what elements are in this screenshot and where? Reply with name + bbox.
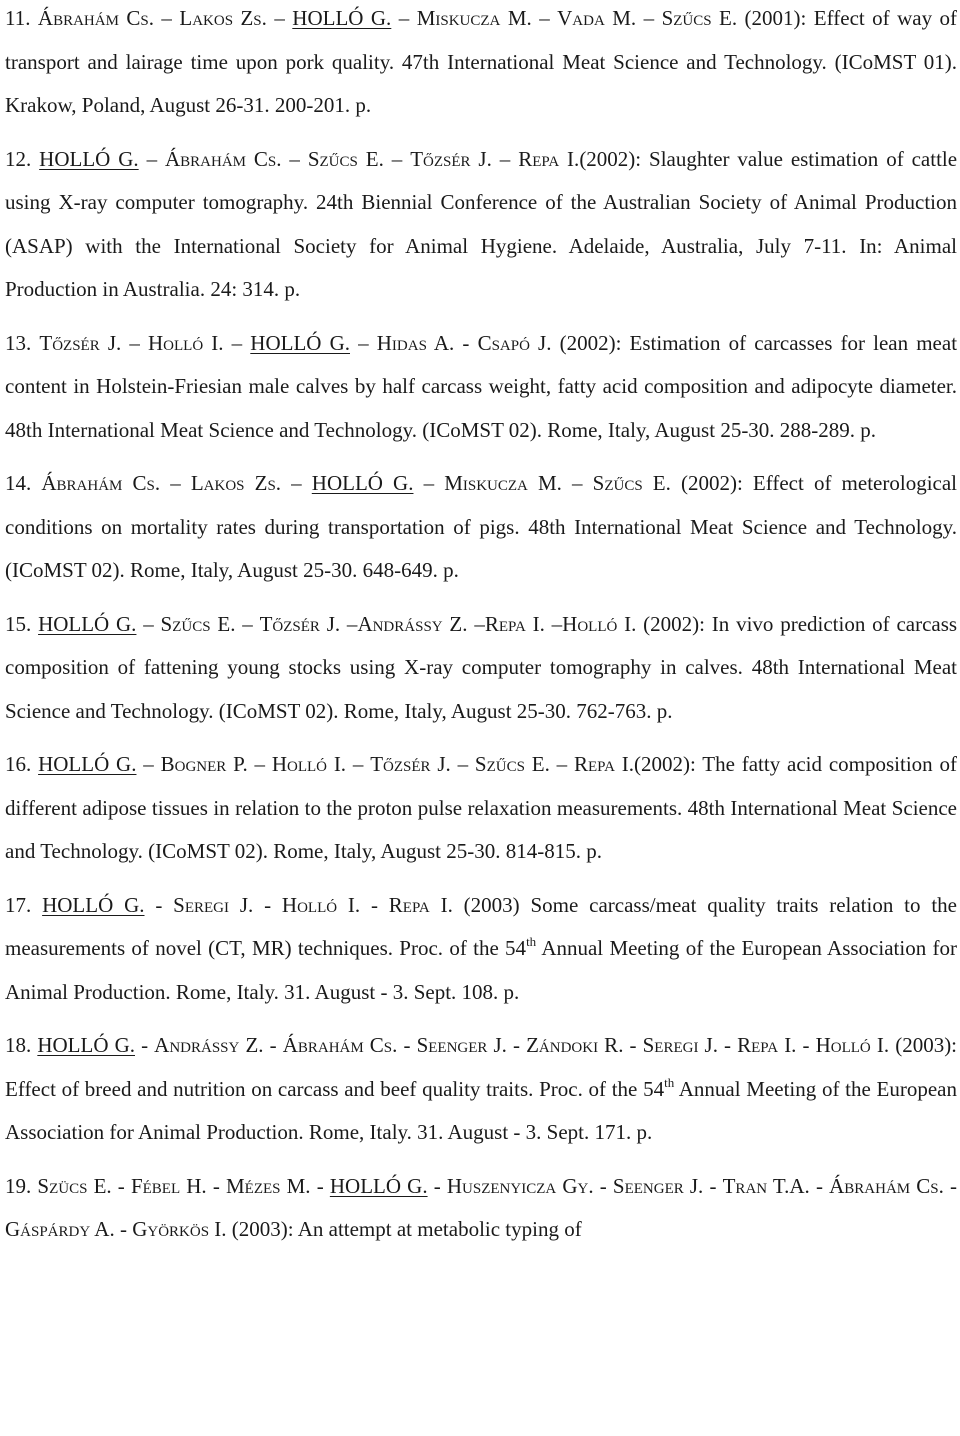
author-name: Seenger J. xyxy=(612,1173,704,1198)
author-name: Holló I. xyxy=(148,330,224,355)
author-highlight: HOLLÓ G. xyxy=(292,6,392,30)
reference-text: Annual Meeting of the European Association for Animal Production. Rome, Italy. 31. August - 3. Sept. 171. p. xyxy=(5,1076,957,1144)
reference-text: (2003): An attempt at metabolic typing of xyxy=(226,1217,582,1241)
reference-text: – xyxy=(346,752,371,776)
author-highlight: HOLLÓ G. xyxy=(39,146,139,171)
reference-text: - xyxy=(144,892,174,917)
reference-text: - xyxy=(506,1033,527,1057)
reference-text: Annual Meeting of the European Association for Animal Production. Rome, Italy. 31. August - 3. Sept. 108. p. xyxy=(5,936,957,1004)
author-name: Tran T.A. xyxy=(722,1173,810,1198)
reference-text: – xyxy=(549,752,574,776)
reference-text: – xyxy=(544,611,563,636)
reference-text: – xyxy=(223,330,251,355)
author-name: Miskucza M. xyxy=(416,6,532,30)
reference-entry xyxy=(5,743,957,874)
reference-text: 11. xyxy=(5,6,38,30)
reference-text: (2001): Effect of way of transport and lairage time upon pork quality. 47th International Meat Science and Technology. (ICoMST 01). Krakow, Poland, August 26-31. 200-201. p. xyxy=(5,6,958,117)
author-name: Lakos Zs. xyxy=(179,6,267,30)
author-name: Holló I. xyxy=(281,892,361,917)
reference-entry xyxy=(5,322,957,453)
reference-text: - xyxy=(310,1173,330,1198)
author-name: Andrássy Z. xyxy=(154,1033,264,1057)
author-name: Zándoki R. xyxy=(526,1033,624,1057)
author-name: Repa I. xyxy=(573,752,635,776)
author-name: Tőzsér J. xyxy=(370,752,451,776)
author-name: Gáspárdy A. xyxy=(5,1217,115,1241)
author-name: Seregi J. xyxy=(173,892,254,917)
reference-text: 16. xyxy=(5,752,39,776)
reference-list xyxy=(5,0,957,1262)
reference-text: – xyxy=(136,752,161,776)
reference-text: – xyxy=(531,6,558,30)
reference-text: - xyxy=(253,892,282,917)
author-name: Repa I. xyxy=(388,892,453,917)
author-name: Szűcs E. xyxy=(474,752,550,776)
author-name: Szűcs E. xyxy=(592,471,671,495)
author-name: Seregi J. xyxy=(642,1033,718,1057)
author-highlight: HOLLÓ G. xyxy=(311,471,414,495)
reference-text: (2002): Estimation of carcasses for lean meat content in Holstein-Friesian male calves by half carcass weight, fatty acid composition and adipocyte diameter. 48th International Meat Science and Technology. (ICoMST 02). Rome, Italy, August 25-30. 288-289. p. xyxy=(5,330,958,442)
reference-text: – xyxy=(561,471,593,495)
author-name: Csapó J. xyxy=(477,330,552,355)
author-highlight: HOLLÓ G. xyxy=(250,330,350,355)
reference-text: (2002): The fatty acid composition of different adipose tissues in relation to the proton pulse relaxation measurements. 48th International Meat Science and Technology. (ICoMST 02). Rome, Italy, August 25-30. 814-815. p. xyxy=(5,752,957,863)
reference-text: – xyxy=(636,6,662,30)
reference-text: – xyxy=(383,146,411,171)
author-name: Szűcs E. xyxy=(661,6,738,30)
author-name: Tőzsér J. xyxy=(410,146,492,171)
reference-text: – xyxy=(413,471,445,495)
reference-text: 18. xyxy=(5,1033,38,1057)
reference-text: – xyxy=(138,146,165,171)
ordinal-suffix: th xyxy=(526,934,537,949)
reference-text: – xyxy=(247,752,272,776)
reference-text: – xyxy=(391,6,417,30)
author-name: Repa I. xyxy=(518,146,580,171)
reference-text: – xyxy=(281,146,308,171)
reference-text: - xyxy=(943,1173,958,1198)
reference-text: - xyxy=(397,1033,417,1057)
reference-text: - xyxy=(206,1173,226,1198)
reference-text: (2002): In vivo prediction of carcass composition of fattening young stocks using X-ray computer tomography in calves. 48th International Meat Science and Technology. (ICoMST 02). Rome, Italy, August 25-30. 762-763. p. xyxy=(5,611,958,723)
reference-text: – xyxy=(235,611,260,636)
author-name: Györkös I. xyxy=(132,1217,227,1241)
reference-text: – xyxy=(450,752,475,776)
reference-entry xyxy=(5,1165,957,1252)
reference-text: 19. xyxy=(5,1173,38,1198)
reference-text: – xyxy=(136,611,161,636)
reference-text: - xyxy=(263,1033,283,1057)
reference-text: 15. xyxy=(5,611,39,636)
reference-entry xyxy=(5,462,957,593)
author-name: Fébel H. xyxy=(130,1173,207,1198)
reference-text: - xyxy=(111,1173,131,1198)
reference-text: – xyxy=(160,471,191,495)
reference-text: - xyxy=(623,1033,643,1057)
author-name: Mézes M. xyxy=(225,1173,311,1198)
reference-entry xyxy=(5,884,957,1015)
author-name: Bogner P. xyxy=(160,752,248,776)
reference-text: - xyxy=(454,330,478,355)
reference-text: 17. xyxy=(5,892,43,917)
author-name: Szűcs E. xyxy=(307,146,384,171)
author-highlight: HOLLÓ G. xyxy=(42,892,145,917)
reference-text: - xyxy=(796,1033,816,1057)
reference-entry xyxy=(5,603,957,734)
reference-text: - xyxy=(593,1173,613,1198)
author-name: Ábrahám Cs. xyxy=(282,1033,398,1057)
reference-text: - xyxy=(809,1173,830,1198)
reference-text: - xyxy=(135,1033,155,1057)
author-name: Tőzsér J. xyxy=(39,330,122,355)
author-name: Lakos Zs. xyxy=(190,471,282,495)
author-name: Ábrahám Cs. xyxy=(37,6,154,30)
reference-text: (2002): Effect of meterological conditions on mortality rates during transportation of pigs. 48th International Meat Science and Technology. (ICoMST 02). Rome, Italy, August 25-30. 648-649. p. xyxy=(5,471,958,582)
author-name: Andrássy Z. xyxy=(357,611,468,636)
author-name: Ábrahám Cs. xyxy=(41,471,161,495)
author-highlight: HOLLÓ G. xyxy=(38,752,137,776)
author-name: Holló I. xyxy=(815,1033,890,1057)
author-name: Szűcs E. xyxy=(160,611,236,636)
reference-text: (2002): Slaughter value estimation of cattle using X-ray computer tomography. 24th Biennial Conference of the Australian Society of Animal Production (ASAP) with the International Society for Animal Hygiene. Adelaide, Australia, July 7-11. In: Animal Production in Australia. 24: 314. p. xyxy=(5,146,958,301)
author-name: Szücs E. xyxy=(37,1173,112,1198)
author-name: Miskucza M. xyxy=(444,471,562,495)
author-highlight: HOLLÓ G. xyxy=(329,1173,428,1198)
reference-entry xyxy=(5,1024,957,1155)
author-name: Ábrahám Cs. xyxy=(829,1173,944,1198)
reference-text: – xyxy=(340,611,358,636)
author-highlight: HOLLÓ G. xyxy=(37,1033,135,1057)
reference-text: – xyxy=(153,6,180,30)
reference-text: 12. xyxy=(5,146,40,171)
author-name: Huszenyicza Gy. xyxy=(446,1173,594,1198)
reference-text: (2003) Some carcass/meat quality traits relation to the measurements of novel (CT, MR) techniques. Proc. of the 54 xyxy=(5,892,958,960)
reference-text: - xyxy=(717,1033,738,1057)
reference-text: – xyxy=(350,330,377,355)
reference-text: - xyxy=(360,892,389,917)
reference-text: – xyxy=(467,611,485,636)
reference-text: 13. xyxy=(5,330,40,355)
reference-text: (2003): Effect of breed and nutrition on carcass and beef quality traits. Proc. of the 54 xyxy=(5,1033,958,1101)
author-name: Ábrahám Cs. xyxy=(164,146,282,171)
reference-text: – xyxy=(281,471,312,495)
author-name: Tőzsér J. xyxy=(259,611,341,636)
author-name: Repa I. xyxy=(484,611,545,636)
author-name: Hidas A. xyxy=(376,330,455,355)
author-name: Repa I. xyxy=(737,1033,797,1057)
reference-text: – xyxy=(266,6,293,30)
reference-entry xyxy=(5,138,957,312)
author-highlight: HOLLÓ G. xyxy=(38,611,137,636)
reference-entry xyxy=(5,0,957,128)
author-name: Holló I. xyxy=(271,752,347,776)
reference-text: - xyxy=(703,1173,723,1198)
ordinal-suffix: th xyxy=(664,1074,675,1090)
reference-text: - xyxy=(114,1217,133,1241)
reference-text: – xyxy=(491,146,519,171)
author-name: Holló I. xyxy=(562,611,637,636)
reference-text: 14. xyxy=(5,471,42,495)
author-name: Seenger J. xyxy=(416,1033,507,1057)
reference-text: – xyxy=(121,330,149,355)
author-name: Vada M. xyxy=(557,6,637,30)
reference-text: - xyxy=(427,1173,447,1198)
